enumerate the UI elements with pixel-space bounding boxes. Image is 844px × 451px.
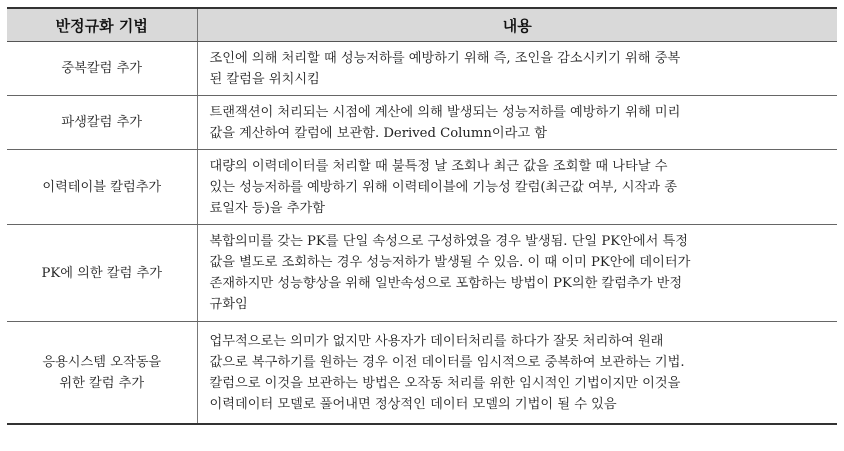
description-line: 값을 별도로 조회하는 경우 성능저하가 발생될 수 있음. 이 때 이미 PK안에 데이터가 (209, 255, 691, 270)
description-line: 값을 계산하여 칼럼에 보관함. Derived Column이라고 함 (209, 125, 548, 141)
description-line: 업무적으로는 의미가 없지만 사용자가 데이터처리를 하다가 잘못 처리하여 원래 (209, 333, 664, 349)
technique-name: 응용시스템 오작동을 (42, 354, 162, 370)
description-cell (197, 42, 837, 96)
header-technique: 반정규화 기법 (7, 8, 197, 42)
table-row (7, 225, 837, 322)
description-line: 대량의 이력데이터를 처리할 때 불특정 날 조회나 최근 값을 조회할 때 나타날 수 (209, 158, 668, 174)
description-cell (197, 150, 837, 225)
header-content: 내용 (197, 8, 837, 42)
technique-name: 위한 칼럼 추가 (59, 375, 145, 391)
description-line: 이력데이터 모델로 풀어내면 정상적인 데이터 모델의 기법이 될 수 있음 (209, 396, 617, 412)
denormalization-table (7, 7, 837, 425)
table-row (7, 96, 837, 150)
table-row (7, 322, 837, 425)
technique-cell (7, 322, 197, 425)
description-line: 규화임 (209, 297, 248, 312)
technique-cell (7, 96, 197, 150)
description-line: 값으로 복구하기를 원하는 경우 이전 데이터를 임시적으로 중복하여 보관하는 기법. (209, 354, 685, 370)
description-line: 된 칼럼을 위치시킴 (209, 71, 320, 87)
table-row (7, 150, 837, 225)
description-line: 복합의미를 갖는 PK를 단일 속성으로 구성하였을 경우 발생됨. 단일 PK안에서 특정 (209, 234, 688, 249)
denormalization-table-container (7, 7, 837, 425)
description-line: 있는 성능저하를 예방하기 위해 이력테이블에 기능성 칼럼(최근값 여부, 시작과 종 (209, 179, 677, 195)
description-cell (197, 96, 837, 150)
description-line: 존재하지만 성능향상을 위해 일반속성으로 포함하는 방법이 PK의한 칼럼추가 반정 (209, 276, 683, 291)
technique-name: 이력테이블 칼럼추가 (42, 179, 162, 195)
technique-cell (7, 42, 197, 96)
description-cell (197, 322, 837, 425)
technique-name: PK에 의한 칼럼 추가 (41, 265, 162, 281)
table-row (7, 42, 837, 96)
technique-name: 중복칼럼 추가 (61, 61, 143, 76)
technique-cell (7, 225, 197, 322)
technique-name: 파생칼럼 추가 (61, 115, 143, 130)
description-line: 트랜잭션이 처리되는 시점에 계산에 의해 발생되는 성능저하를 예방하기 위해 미리 (209, 104, 681, 120)
description-cell (197, 225, 837, 322)
table-header-row (7, 8, 837, 42)
description-line: 료일자 등)을 추가함 (209, 200, 325, 216)
description-line: 칼럼으로 이것을 보관하는 방법은 오작동 처리를 위한 임시적인 기법이지만 이것을 (209, 375, 681, 391)
description-line: 조인에 의해 처리할 때 성능저하를 예방하기 위해 즉, 조인을 감소시키기 위해 중복 (209, 50, 681, 66)
technique-cell (7, 150, 197, 225)
